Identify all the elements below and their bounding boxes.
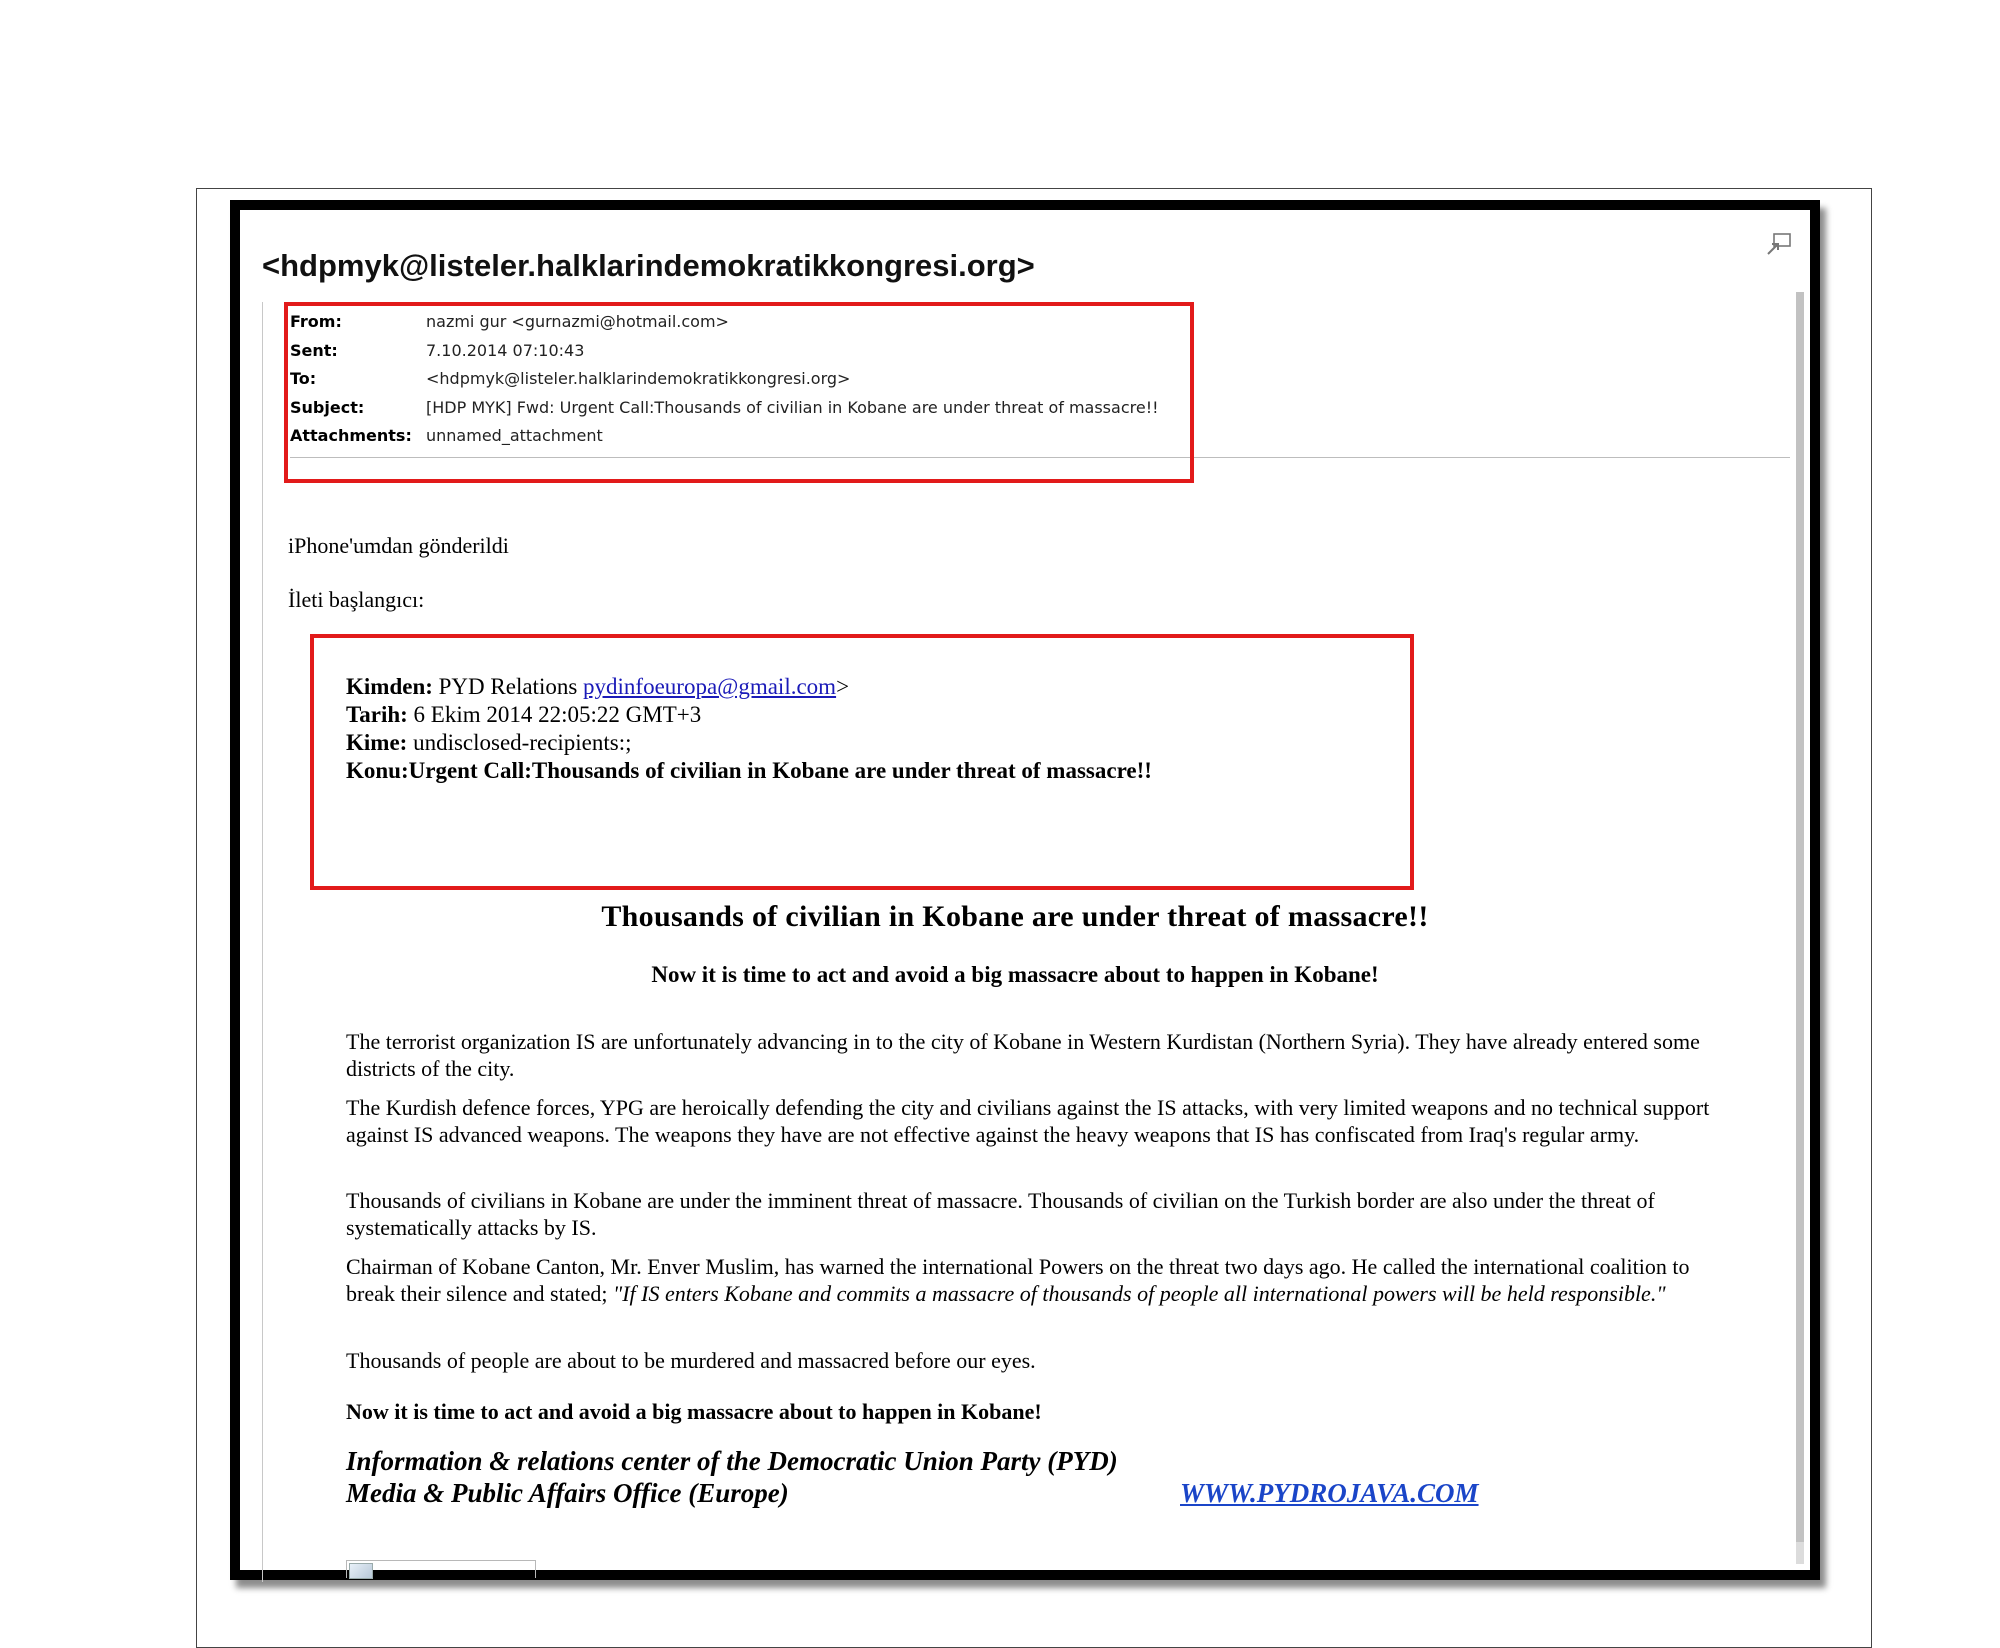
forwarded-date-value: 6 Ekim 2014 22:05:22 GMT+3 (413, 702, 702, 727)
forward-start-line: İleti başlangıcı: (288, 587, 425, 612)
paragraph-2: The Kurdish defence forces, YPG are heroically defending the city and civilians against the IS attacks, with very limited weapons and no technical support against IS advanced weapons. The weapons they have are not effective against the heavy weapons that IS has confiscated from Iraq's regular army. (346, 1095, 1710, 1147)
forwarded-from-suffix: > (836, 674, 850, 699)
forwarded-from-label: Kimden: (346, 674, 433, 699)
paragraph-4-text: Chairman of Kobane Canton, Mr. Enver Muslim, has warned the international Powers on the threat two days ago. He called the international coalition to break their silence and stated; (346, 1254, 1690, 1306)
sent-from-line: iPhone'umdan gönderildi (288, 533, 509, 558)
message-title: Thousands of civilian in Kobane are under threat of massacre!! (601, 900, 1429, 933)
message-subtitle: Now it is time to act and avoid a big massacre about to happen in Kobane! (651, 962, 1379, 987)
forwarded-to-row (346, 729, 1152, 757)
header-value-from: nazmi gur <gurnazmi@hotmail.com> (426, 312, 729, 331)
forwarded-subject-value: Urgent Call:Thousands of civilian in Kobane are under threat of massacre!! (408, 758, 1152, 783)
forwarded-to-label: Kime: (346, 730, 408, 755)
paragraph-5: Thousands of people are about to be murdered and massacred before our eyes. (346, 1348, 1036, 1373)
header-label: To: (290, 369, 317, 389)
header-label: From: (290, 312, 342, 331)
header-value-sent: 7.10.2014 07:10:43 (426, 340, 585, 360)
header-value-to: <hdpmyk@listeler.halklarindemokratikkongresi.org> (426, 369, 851, 389)
broken-image-icon (349, 1563, 373, 1579)
header-label: Subject: (290, 397, 365, 417)
forwarded-header (346, 673, 1152, 785)
vertical-scrollbar[interactable] (1796, 292, 1804, 1564)
broken-image-placeholder (346, 1560, 536, 1578)
paragraph-4-quote: "If IS enters Kobane and commits a massacre of thousands of people all international powers will be held responsible." (612, 1281, 1666, 1306)
website-link[interactable]: WWW.PYDROJAVA.COM (1180, 1478, 1479, 1508)
header-value-subject: [HDP MYK] Fwd: Urgent Call:Thousands of civilian in Kobane are under threat of massacre!! (426, 397, 1159, 417)
paragraph-1: The terrorist organization IS are unfortunately advancing in to the city of Kobane in Western Kurdistan (Northern Syria). They have already entered some districts of the city. (346, 1029, 1700, 1081)
email-window (230, 200, 1820, 1580)
forwarded-from-email-link[interactable]: pydinfoeuropa@gmail.com (583, 674, 837, 699)
signature-line-2: Media & Public Affairs Office (Europe) (346, 1478, 789, 1508)
attachment-link[interactable]: unnamed_attachment (426, 426, 603, 446)
forwarded-date-label: Tarih: (346, 702, 408, 727)
signature-line-1: Information & relations center of the Democratic Union Party (PYD) (346, 1446, 1118, 1476)
header-highlight-box (284, 302, 1194, 483)
message-body-pane (262, 302, 1807, 1582)
forwarded-subject-label: Konu: (346, 758, 409, 783)
forwarded-from-row (346, 673, 1152, 701)
forwarded-from-name: PYD Relations (438, 674, 578, 699)
forwarded-to-value: undisclosed-recipients:; (413, 730, 632, 755)
restore-window-icon[interactable] (1766, 232, 1792, 256)
paragraph-4 (346, 1253, 1726, 1307)
forwarded-date-row (346, 701, 1152, 729)
scrollbar-thumb[interactable] (1796, 292, 1804, 1542)
header-label: Sent: (290, 340, 338, 360)
header-label: Attachments: (290, 426, 412, 446)
forwarded-subject-row (346, 757, 1152, 785)
paragraph-3: Thousands of civilians in Kobane are under the imminent threat of massacre. Thousands of civilian on the Turkish border are also under the threat of systematically attacks by IS. (346, 1188, 1655, 1240)
window-title: <hdpmyk@listeler.halklarindemokratikkongresi.org> (262, 248, 1035, 283)
paragraph-6: Now it is time to act and avoid a big massacre about to happen in Kobane! (346, 1399, 1042, 1424)
